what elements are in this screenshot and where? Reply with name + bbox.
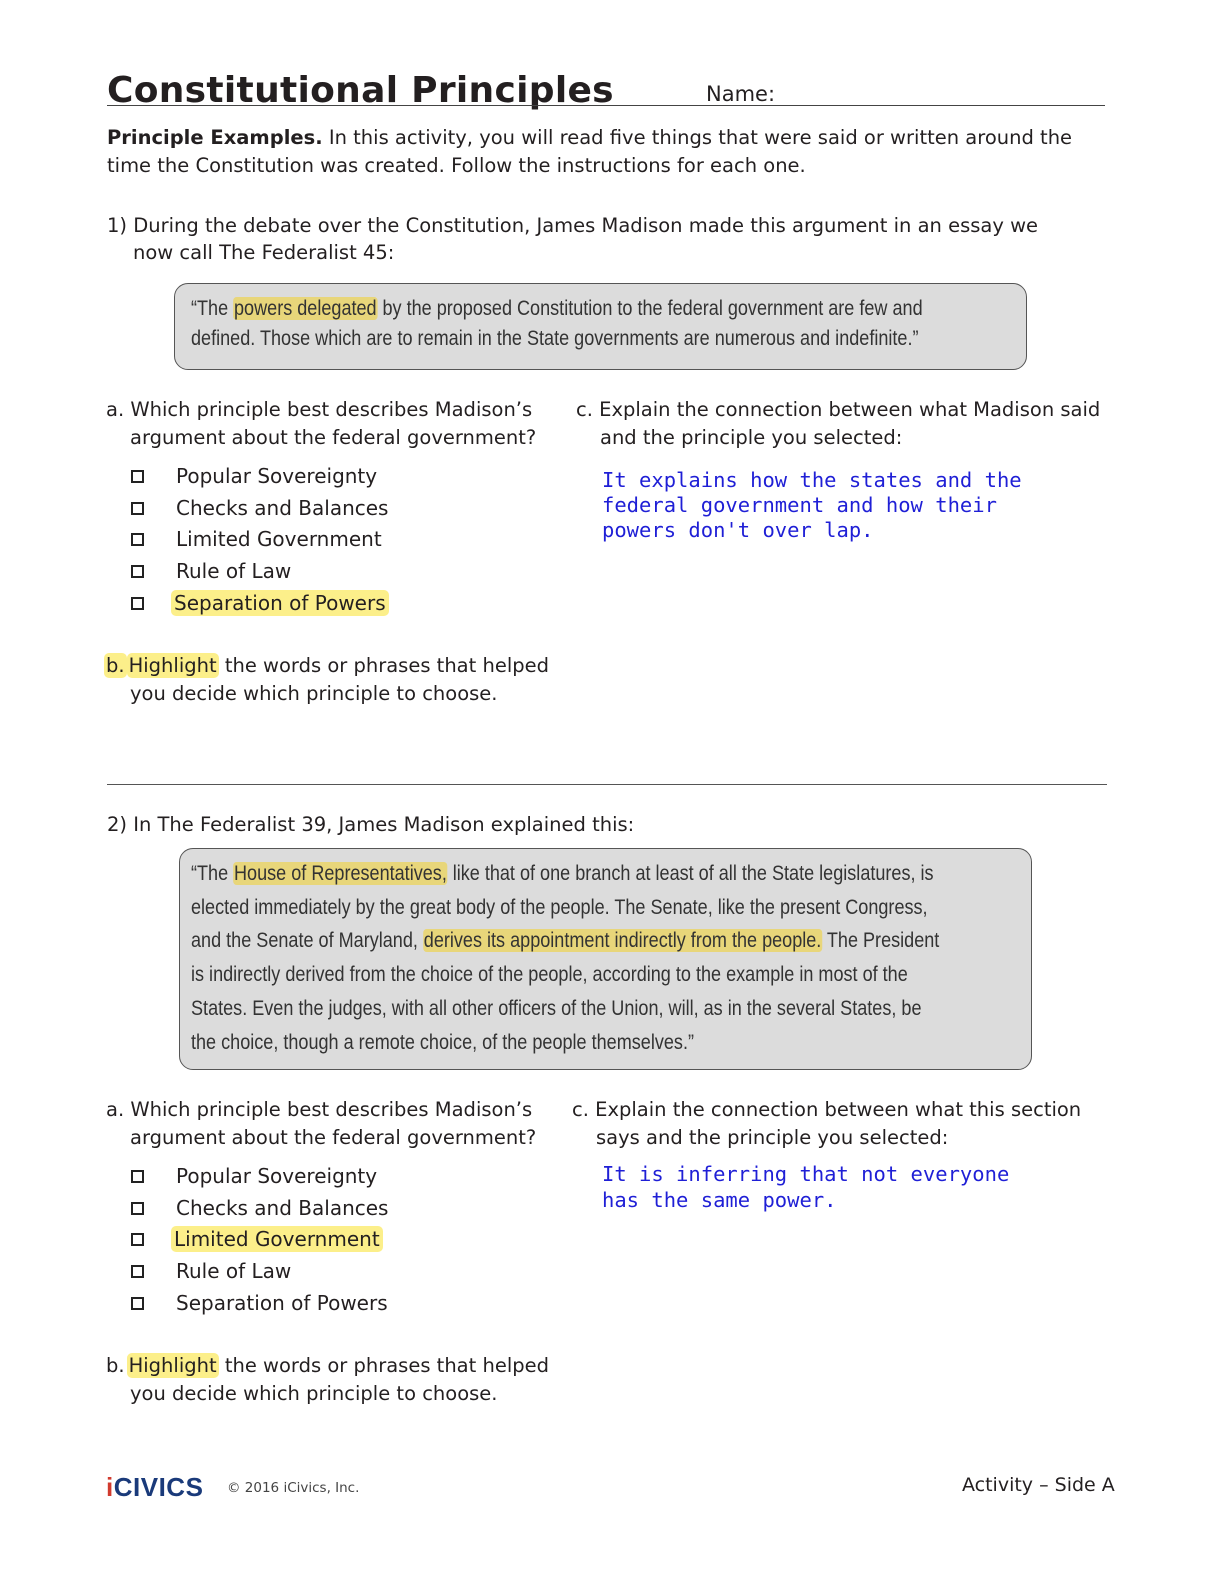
q1-answer-line1: It explains how the states and the: [602, 468, 1022, 492]
q2-quote-line3: [191, 924, 1025, 958]
checkbox[interactable]: [131, 1265, 144, 1278]
q2-quote-line6: the choice, though a remote choice, of the people themselves.”: [191, 1030, 694, 1054]
q2-b-highlight-word: Highlight: [128, 1354, 217, 1377]
q1-quote-open: “The: [191, 297, 234, 320]
copyright: © 2016 iCivics, Inc.: [227, 1480, 360, 1496]
q2-option-checks-and-balances[interactable]: [131, 1192, 388, 1224]
q1-option-rule-of-law[interactable]: [131, 555, 291, 587]
q1-option-checks-and-balances[interactable]: [131, 492, 388, 524]
q1-part-c: [576, 396, 1100, 452]
q2-quote-line4: is indirectly derived from the choice of the people, according to the example in most of the: [191, 963, 908, 987]
q1-quote-line2: defined. Those which are to remain in the State governments are numerous and indefinite.”: [191, 327, 919, 350]
checkbox[interactable]: [131, 533, 144, 546]
q2-b-line2: you decide which principle to choose.: [130, 1382, 498, 1405]
q1-quote-highlight: powers delegated: [234, 297, 377, 320]
q1-quote-line1-rest: by the proposed Constitution to the federal government are few and: [377, 297, 923, 320]
option-label-highlighted: Separation of Powers: [171, 590, 389, 616]
section-divider: [107, 784, 1107, 785]
q1-b-letter: b.: [106, 654, 125, 677]
q2-quote-highlight-1: House of Representatives,: [234, 862, 447, 885]
q2-part-b: [104, 1352, 549, 1408]
q1-prompt: [107, 212, 1038, 266]
checkbox[interactable]: [131, 565, 144, 578]
option-label: Rule of Law: [176, 1259, 292, 1283]
option-label: Popular Sovereignty: [176, 1164, 378, 1188]
q2-a-line1: a. Which principle best describes Madison’s: [106, 1098, 533, 1121]
q2-quote-line2: elected immediately by the great body of the people. The Senate, like the present Congress,: [191, 895, 928, 919]
name-field-line[interactable]: [107, 105, 1105, 106]
q2-part-c: [572, 1096, 1081, 1152]
q1-prompt-line1: 1) During the debate over the Constitution, James Madison made this argument in an essay we: [107, 214, 1039, 237]
q2-quote-line1: [191, 857, 1025, 891]
q1-a-line1: a. Which principle best describes Madison’s: [106, 398, 533, 421]
q1-part-b: [104, 652, 549, 708]
logo-text: CIVICS: [113, 1472, 204, 1502]
option-label-highlighted: Limited Government: [171, 1226, 383, 1252]
page-title: Constitutional Principles: [107, 70, 614, 111]
q2-prompt: 2) In The Federalist 39, James Madison explained this:: [107, 813, 635, 836]
q1-quote-box: [174, 283, 1027, 370]
q1-answer-field[interactable]: [602, 468, 1022, 543]
checkbox[interactable]: [131, 1233, 144, 1246]
q1-b-highlight-word: Highlight: [128, 654, 217, 677]
checkbox[interactable]: [131, 470, 144, 483]
option-label: Rule of Law: [176, 559, 292, 583]
q2-a-line2: argument about the federal government?: [130, 1126, 537, 1149]
option-label: Popular Sovereignty: [176, 464, 378, 488]
q1-answer-line2: federal government and how their: [602, 493, 997, 517]
icivics-logo: [106, 1472, 203, 1503]
option-label: Limited Government: [176, 527, 382, 551]
q2-quote-line1-rest: like that of one branch at least of all the State legislatures, is: [447, 862, 934, 885]
q2-quote-line5: States. Even the judges, with all other officers of the Union, will, as in the several States, be: [191, 996, 922, 1020]
q1-c-line2: and the principle you selected:: [600, 426, 903, 449]
q1-quote-line1: [191, 294, 1017, 324]
intro-paragraph: [107, 124, 1097, 180]
option-label: Separation of Powers: [176, 1291, 388, 1315]
logo-i: i: [106, 1472, 114, 1502]
q2-option-separation-of-powers[interactable]: [131, 1287, 388, 1319]
q2-answer-line2: has the same power.: [602, 1188, 837, 1212]
q2-option-limited-government[interactable]: [131, 1223, 383, 1255]
option-label: Checks and Balances: [176, 1196, 389, 1220]
option-label: Checks and Balances: [176, 496, 389, 520]
q2-b-letter: b.: [106, 1354, 125, 1377]
q2-b-line1: [104, 1352, 549, 1380]
q2-part-a: [106, 1096, 536, 1152]
q1-part-a: [106, 396, 536, 452]
q2-b-rest: the words or phrases that helped: [218, 1354, 550, 1377]
q1-b-rest: the words or phrases that helped: [218, 654, 550, 677]
q1-c-line1: c. Explain the connection between what Madison said: [576, 398, 1101, 421]
q2-quote-line3-start: and the Senate of Maryland,: [191, 929, 423, 953]
checkbox[interactable]: [131, 502, 144, 515]
q1-answer-line3: powers don't over lap.: [602, 518, 874, 542]
checkbox[interactable]: [131, 1170, 144, 1183]
q2-option-popular-sovereignty[interactable]: [131, 1160, 377, 1192]
checkbox[interactable]: [131, 597, 144, 610]
q1-option-separation-of-powers[interactable]: [131, 587, 389, 619]
page-side-label: Activity – Side A: [962, 1474, 1115, 1496]
checkbox[interactable]: [131, 1297, 144, 1310]
name-label: Name:: [706, 82, 776, 106]
q2-answer-line1: It is inferring that not everyone: [602, 1162, 1010, 1186]
q1-options: [131, 460, 531, 630]
q2-quote-highlight-2: derives its appointment indirectly from the people.: [423, 929, 822, 953]
q2-options: [131, 1160, 531, 1330]
q2-quote-open: “The: [191, 862, 234, 885]
q1-a-line2: argument about the federal government?: [130, 426, 537, 449]
q1-option-popular-sovereignty[interactable]: [131, 460, 377, 492]
q1-prompt-line2: now call The Federalist 45:: [133, 241, 395, 264]
q1-b-line1: [104, 652, 549, 680]
checkbox[interactable]: [131, 1202, 144, 1215]
q2-c-line2: says and the principle you selected:: [596, 1126, 949, 1149]
intro-text: In this activity, you will read five things that were said or written around the time the Constitution was created. Follow the instructions for each one.: [107, 126, 1073, 177]
q1-option-limited-government[interactable]: [131, 523, 382, 555]
q2-quote-box: [179, 848, 1032, 1070]
q2-c-line1: c. Explain the connection between what this section: [572, 1098, 1082, 1121]
q1-b-line2: you decide which principle to choose.: [130, 682, 498, 705]
intro-bold: Principle Examples.: [107, 126, 323, 149]
q2-answer-field[interactable]: [602, 1161, 1009, 1213]
q2-quote-line3-rest: The President: [822, 929, 940, 953]
q2-option-rule-of-law[interactable]: [131, 1255, 291, 1287]
